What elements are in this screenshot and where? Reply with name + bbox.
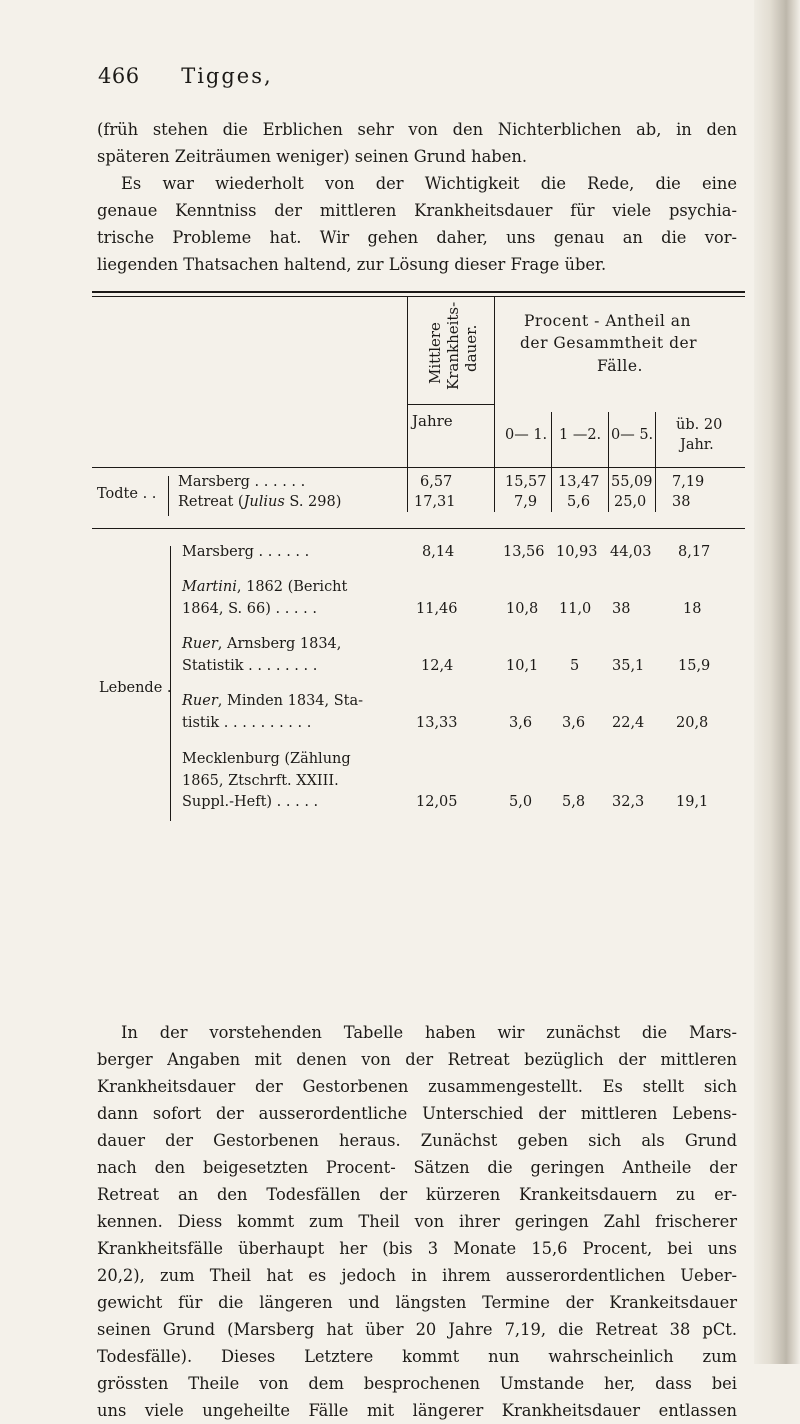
text-line: Es war wiederholt von der Wichtigkeit die Rede, die eine bbox=[121, 174, 737, 193]
col-header-mean-line2: Krankheits- bbox=[444, 301, 462, 390]
running-header bbox=[98, 64, 273, 88]
row-label-cont: Suppl.-Heft) . . . . . bbox=[182, 794, 319, 810]
col-header-range-over-20: üb. 20 bbox=[676, 417, 723, 433]
brace-todte bbox=[168, 476, 169, 516]
col-header-mean-line1: Mittlere bbox=[426, 322, 444, 384]
cell-pct: 18 bbox=[683, 601, 702, 617]
cell-pct: 20,8 bbox=[676, 715, 709, 731]
paragraph-discussion bbox=[97, 1019, 737, 1424]
cell-mean: 12,05 bbox=[416, 794, 458, 810]
text-line: Krankheitsdauer der Gestorbenen zusammengestellt. Es stellt sich bbox=[97, 1077, 737, 1096]
text-line: 20,2), zum Theil hat es jedoch in ihrem ausserordentlichen Ueber- bbox=[97, 1266, 737, 1285]
text-line: genaue Kenntniss der mittleren Krankheitsdauer für viele psychia- bbox=[97, 201, 737, 220]
text-line: berger Angaben mit denen von der Retreat bezüglich der mittleren bbox=[97, 1050, 737, 1069]
text-line: gewicht für die längeren und längsten Termine der Krankeitsdauer bbox=[97, 1293, 737, 1312]
cell-pct: 15,57 bbox=[505, 474, 547, 490]
row-label: Marsberg . . . . . . bbox=[178, 474, 306, 490]
col-header-range-0-1: 0— 1. bbox=[505, 427, 548, 443]
text-line: dann sofort der ausserordentliche Unterschied der mittleren Lebens- bbox=[97, 1104, 737, 1123]
cell-pct: 8,17 bbox=[678, 544, 711, 560]
row-label-post: , 1862 (Bericht bbox=[236, 579, 348, 595]
brace-lebende bbox=[170, 546, 171, 821]
row-label-italic: Martini bbox=[182, 579, 237, 595]
text-line: liegenden Thatsachen haltend, zur Lösung dieser Frage über. bbox=[97, 255, 607, 274]
cell-mean: 13,33 bbox=[416, 715, 458, 731]
row-label-cont: tistik . . . . . . . . . . bbox=[182, 715, 312, 731]
row-label-italic: Ruer bbox=[182, 636, 218, 652]
text-line: nach den beigesetzten Procent- Sätzen die geringen Antheile der bbox=[97, 1158, 737, 1177]
group-header-line3: Fälle. bbox=[597, 357, 643, 375]
cell-pct: 7,9 bbox=[514, 494, 538, 510]
col-divider bbox=[608, 412, 609, 512]
row-label: Mecklenburg (Zählung bbox=[182, 751, 351, 767]
cell-pct: 10,1 bbox=[506, 658, 539, 674]
text-line: grössten Theile von dem besprochenen Umstande her, dass bei bbox=[97, 1374, 737, 1393]
running-head-author: Tigges, bbox=[181, 64, 273, 88]
row-label: Marsberg . . . . . . bbox=[182, 544, 310, 560]
cell-pct: 15,9 bbox=[678, 658, 711, 674]
row-label-cont: Statistik . . . . . . . . bbox=[182, 658, 318, 674]
row-label bbox=[182, 579, 347, 595]
cell-pct: 32,3 bbox=[612, 794, 645, 810]
row-label-cont: 1864, S. 66) . . . . . bbox=[182, 601, 317, 617]
text-line: Retreat an den Todesfällen der kürzeren Krankeitsdauern zu er- bbox=[97, 1185, 737, 1204]
cell-pct: 13,47 bbox=[558, 474, 600, 490]
row-label-italic: Ruer bbox=[182, 693, 218, 709]
cell-mean: 8,14 bbox=[422, 544, 455, 560]
col-header-mean-line3: dauer. bbox=[462, 324, 480, 372]
cell-pct: 10,93 bbox=[556, 544, 598, 560]
table-top-rule bbox=[92, 291, 745, 293]
row-label bbox=[182, 636, 341, 652]
cell-pct: 7,19 bbox=[672, 474, 705, 490]
row-group-label-lebende: Lebende . bbox=[99, 680, 172, 696]
text-line: Todesfälle). Dieses Letztere kommt nun wahrscheinlich zum bbox=[97, 1347, 737, 1366]
book-spine-shadow bbox=[754, 0, 800, 1364]
cell-pct: 3,6 bbox=[562, 715, 586, 731]
row-group-label-todte: Todte . . bbox=[97, 486, 157, 502]
row-label-post: , Minden 1834, Sta- bbox=[217, 693, 364, 709]
col-header-range-0-5: 0— 5. bbox=[611, 427, 654, 443]
text-line: In der vorstehenden Tabelle haben wir zunächst die Mars- bbox=[121, 1023, 737, 1042]
cell-pct: 11,0 bbox=[559, 601, 592, 617]
cell-pct: 3,6 bbox=[509, 715, 533, 731]
col-divider bbox=[655, 412, 656, 512]
col-header-range-unit: Jahr. bbox=[680, 437, 714, 453]
text-line: dauer der Gestorbenen heraus. Zunächst geben sich als Grund bbox=[97, 1131, 737, 1150]
cell-pct: 5 bbox=[570, 658, 580, 674]
cell-pct: 5,0 bbox=[509, 794, 533, 810]
cell-pct: 5,6 bbox=[567, 494, 591, 510]
paragraph-intro bbox=[97, 116, 737, 278]
header-bottom-rule bbox=[92, 467, 745, 468]
table-top-rule-thin bbox=[92, 296, 745, 297]
page-number: 466 bbox=[98, 64, 140, 88]
col-divider bbox=[494, 297, 495, 512]
cell-mean: 11,46 bbox=[416, 601, 458, 617]
row-label-cont: 1865, Ztschrft. XXIII. bbox=[182, 773, 339, 789]
cell-pct: 38 bbox=[672, 494, 691, 510]
cell-mean: 12,4 bbox=[421, 658, 454, 674]
cell-pct: 10,8 bbox=[506, 601, 539, 617]
cell-pct: 35,1 bbox=[612, 658, 645, 674]
text-line: späteren Zeiträumen weniger) seinen Grund haben. bbox=[97, 147, 528, 166]
col-header-mean-unit: Jahre bbox=[412, 412, 453, 430]
group-separator-rule bbox=[92, 528, 745, 529]
cell-pct: 22,4 bbox=[612, 715, 645, 731]
cell-pct: 25,0 bbox=[614, 494, 647, 510]
row-label bbox=[182, 693, 363, 709]
text-line: trische Probleme hat. Wir gehen daher, uns genau an die vor- bbox=[97, 228, 737, 247]
text-line: seinen Grund (Marsberg hat über 20 Jahre 7,19, die Retreat 38 pCt. bbox=[97, 1320, 737, 1339]
text-line: uns viele ungeheilte Fälle mit längerer Krankheitsdauer entlassen bbox=[97, 1401, 737, 1420]
group-header-line2: der Gesammtheit der bbox=[520, 334, 698, 352]
row-label-italic: Julius bbox=[243, 494, 285, 510]
text-line: kennen. Diess kommt zum Theil von ihrer geringen Zahl frischerer bbox=[97, 1212, 737, 1231]
cell-pct: 55,09 bbox=[611, 474, 653, 490]
cell-mean: 17,31 bbox=[414, 494, 456, 510]
row-label-post: , Arnsberg 1834, bbox=[217, 636, 342, 652]
col-divider bbox=[551, 412, 552, 512]
row-label-post: S. 298) bbox=[284, 494, 342, 510]
col-header-range-1-2: 1 —2. bbox=[559, 427, 602, 443]
text-line: Krankheitsfälle überhaupt her (bis 3 Monate 15,6 Procent, bei uns bbox=[97, 1239, 737, 1258]
cell-pct: 44,03 bbox=[610, 544, 652, 560]
text-line: (früh stehen die Erblichen sehr von den Nichterblichen ab, in den bbox=[97, 120, 737, 139]
unit-rule bbox=[407, 404, 494, 405]
cell-pct: 19,1 bbox=[676, 794, 709, 810]
row-label bbox=[178, 494, 341, 510]
cell-pct: 5,8 bbox=[562, 794, 586, 810]
cell-pct: 38 bbox=[612, 601, 631, 617]
group-header-line1: Procent - Antheil an bbox=[524, 312, 691, 330]
cell-mean: 6,57 bbox=[420, 474, 453, 490]
row-label-pre: Retreat ( bbox=[178, 494, 244, 510]
cell-pct: 13,56 bbox=[503, 544, 545, 560]
